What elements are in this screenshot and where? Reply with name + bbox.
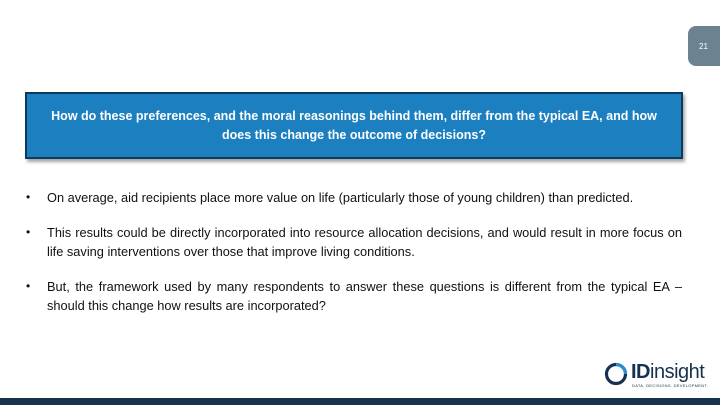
logo-tagline: DATA. DECISIONS. DEVELOPMENT.	[632, 383, 709, 388]
page-number: 21	[699, 41, 708, 51]
bullet-text: On average, aid recipients place more value on life (particularly those of young children) than predicted.	[47, 190, 634, 205]
bullet-icon: •	[26, 190, 31, 204]
list-item	[26, 188, 682, 207]
bullet-icon: •	[26, 225, 31, 239]
logo-wordmark	[631, 361, 704, 383]
logo-name-light: insight	[650, 361, 705, 383]
logo-ring-icon	[604, 362, 628, 386]
logo-name-bold: ID	[631, 361, 650, 383]
page-number-badge	[688, 26, 720, 66]
title-box	[25, 92, 683, 159]
idinsight-logo	[604, 360, 714, 392]
bullet-text: But, the framework used by many respondents to answer these questions is different from the typical EA – should this change how results are incorporated?	[47, 279, 682, 313]
bullet-list	[26, 188, 682, 331]
bullet-icon: •	[26, 279, 31, 293]
footer-bar	[0, 398, 720, 405]
slide-title: How do these preferences, and the moral reasonings behind them, differ from the typical EA, and how does this change the outcome of decisions?	[51, 108, 657, 142]
list-item	[26, 223, 682, 261]
list-item	[26, 277, 682, 315]
bullet-text: This results could be directly incorporated into resource allocation decisions, and would result in more focus on life saving interventions over those that improve living conditions.	[47, 225, 682, 259]
